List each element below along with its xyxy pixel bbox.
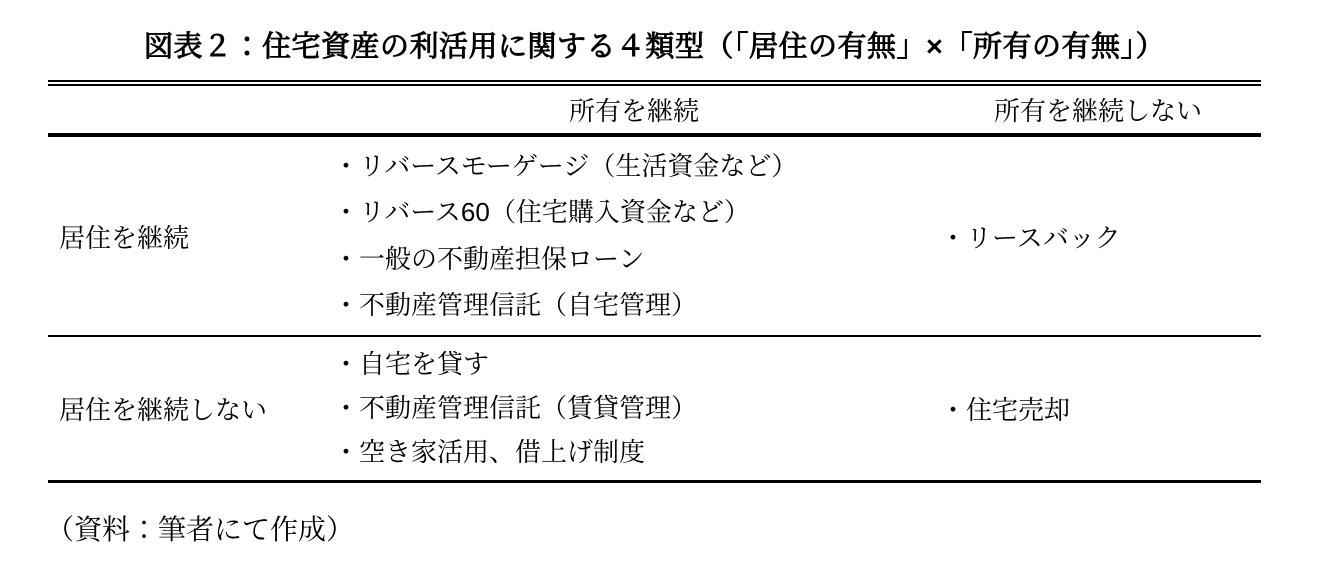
list-item: ・不動産管理信託（自宅管理） xyxy=(333,290,698,321)
header-cell-empty xyxy=(48,86,333,133)
list-item: ・空き家活用、借上げ制度 xyxy=(333,436,646,467)
list-item: ・リバースモーゲージ（生活資金など） xyxy=(333,150,798,181)
list-item: ・一般の不動産担保ローン xyxy=(333,243,645,274)
page-title: 図表２：住宅資産の利活用に関する４類型（「居住の有無」×「所有の有無」） xyxy=(144,31,1165,63)
table-row-live-continue xyxy=(48,137,1261,335)
list-item: ・不動産管理信託（賃貸管理） xyxy=(333,392,698,423)
table-row-live-not-continue xyxy=(48,335,1261,480)
cell-live-not-continue-own-continue xyxy=(333,337,935,480)
header-cell-own-continue: 所有を継続 xyxy=(568,96,699,126)
cell-live-continue-own-not-continue xyxy=(935,137,1261,335)
source-note: （資料：筆者にて作成） xyxy=(46,515,355,546)
housing-asset-matrix-table xyxy=(48,80,1261,483)
list-item: ・リースバック xyxy=(940,222,1121,253)
list-item: ・自宅を貸す xyxy=(333,349,490,380)
cell-live-continue-own-continue xyxy=(333,137,935,335)
table-header-row xyxy=(48,86,1261,137)
row-label-live-continue: 居住を継続 xyxy=(59,222,190,253)
cell-live-not-continue-own-not-continue xyxy=(935,337,1261,480)
list-item: ・住宅売却 xyxy=(940,395,1071,425)
header-cell-own-not-continue: 所有を継続しない xyxy=(993,96,1202,126)
row-label-live-not-continue: 居住を継続しない xyxy=(59,395,268,425)
list-item: ・リバース60（住宅購入資金など） xyxy=(333,197,750,228)
